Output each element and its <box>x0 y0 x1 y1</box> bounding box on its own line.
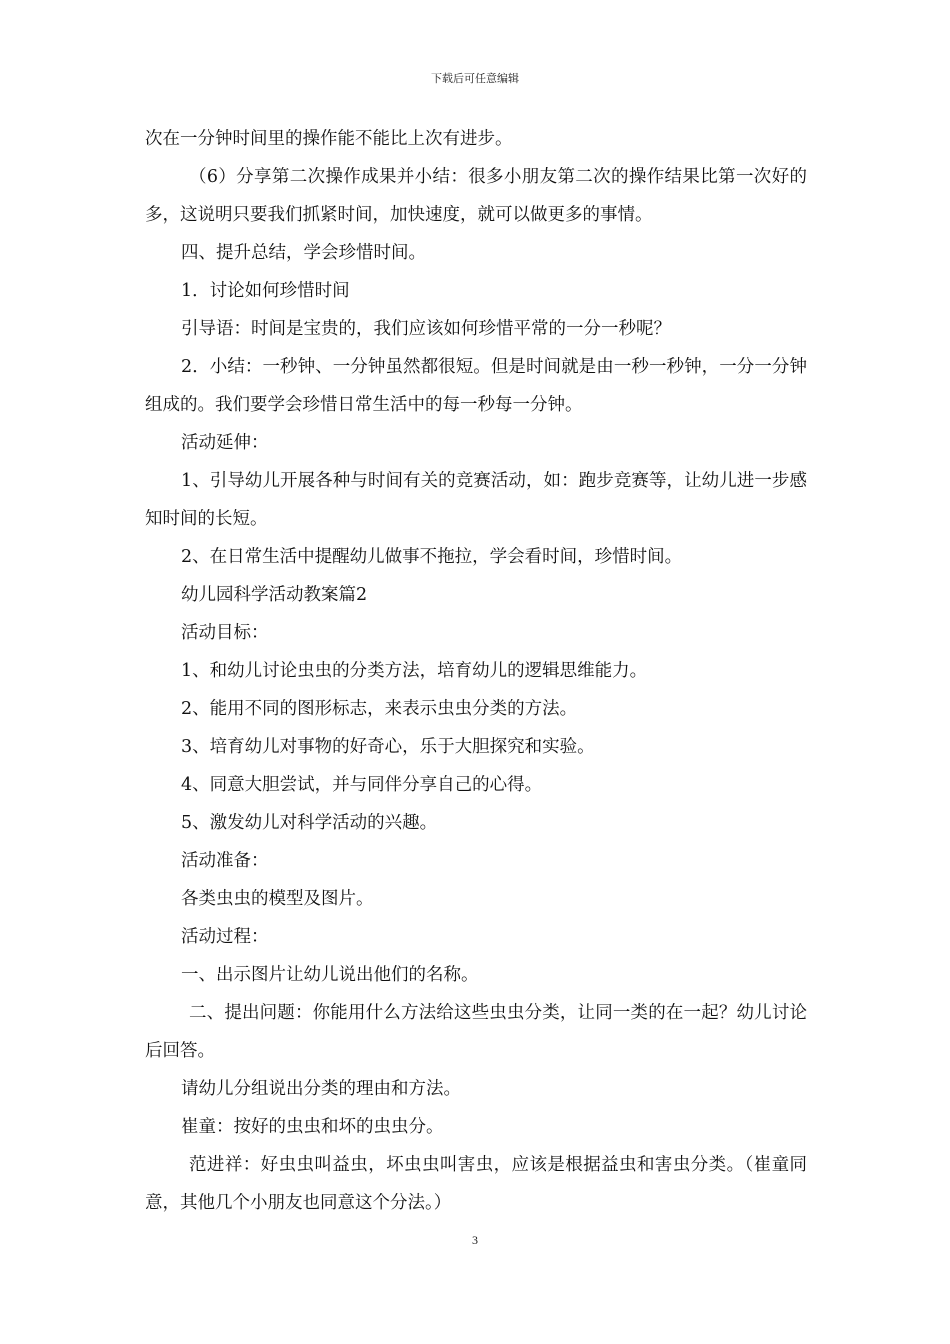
page-header: 下载后可任意编辑 <box>431 72 519 85</box>
list-item: 1、和幼儿讨论虫虫的分类方法，培育幼儿的逻辑思维能力。 <box>181 661 648 681</box>
section-heading: 活动目标： <box>181 623 269 643</box>
list-item: 1、引导幼儿开展各种与时间有关的竞赛活动，如：跑步竞赛等，让幼儿进一步感知时间的长短。 <box>145 471 807 529</box>
paragraph: 引导语：时间是宝贵的，我们应该如何珍惜平常的一分一秒呢？ <box>181 319 671 339</box>
paragraph: 范进祥：好虫虫叫益虫，坏虫虫叫害虫，应该是根据益虫和害虫分类。（崔童同意，其他几个小朋友也同意这个分法。） <box>145 1155 807 1213</box>
paragraph: 一、出示图片让幼儿说出他们的名称。 <box>181 965 479 985</box>
paragraph: 崔童：按好的虫虫和坏的虫虫分。 <box>181 1117 444 1137</box>
section-heading: 活动过程： <box>181 927 269 947</box>
section-heading: 活动准备： <box>181 851 269 871</box>
paragraph: （6）分享第二次操作成果并小结：很多小朋友第二次的操作结果比第一次好的多，这说明只要我们抓紧时间，加快速度，就可以做更多的事情。 <box>145 167 807 225</box>
page-number: 3 <box>472 1233 478 1247</box>
list-item: 3、培育幼儿对事物的好奇心，乐于大胆探究和实验。 <box>181 737 595 757</box>
paragraph: 2．小结：一秒钟、一分钟虽然都很短。但是时间就是由一秒一秒钟，一分一分钟组成的。我们要学会珍惜日常生活中的每一秒每一分钟。 <box>145 357 807 415</box>
paragraph: 二、提出问题：你能用什么方法给这些虫虫分类，让同一类的在一起？幼儿讨论后回答。 <box>145 1003 807 1061</box>
list-item: 5、激发幼儿对科学活动的兴趣。 <box>181 813 438 833</box>
section-heading: 四、提升总结，学会珍惜时间。 <box>181 243 426 263</box>
paragraph: 各类虫虫的模型及图片。 <box>181 889 374 909</box>
section-heading: 活动延伸： <box>181 433 269 453</box>
list-item: 4、同意大胆尝试，并与同伴分享自己的心得。 <box>181 775 543 795</box>
paragraph: 请幼儿分组说出分类的理由和方法。 <box>181 1079 461 1099</box>
section-title: 幼儿园科学活动教案篇2 <box>181 585 368 605</box>
paragraph: 次在一分钟时间里的操作能不能比上次有进步。 <box>145 129 513 149</box>
paragraph: 1．讨论如何珍惜时间 <box>181 281 350 301</box>
list-item: 2、在日常生活中提醒幼儿做事不拖拉，学会看时间，珍惜时间。 <box>181 547 683 567</box>
document-body <box>145 120 807 1222</box>
list-item: 2、能用不同的图形标志，来表示虫虫分类的方法。 <box>181 699 578 719</box>
